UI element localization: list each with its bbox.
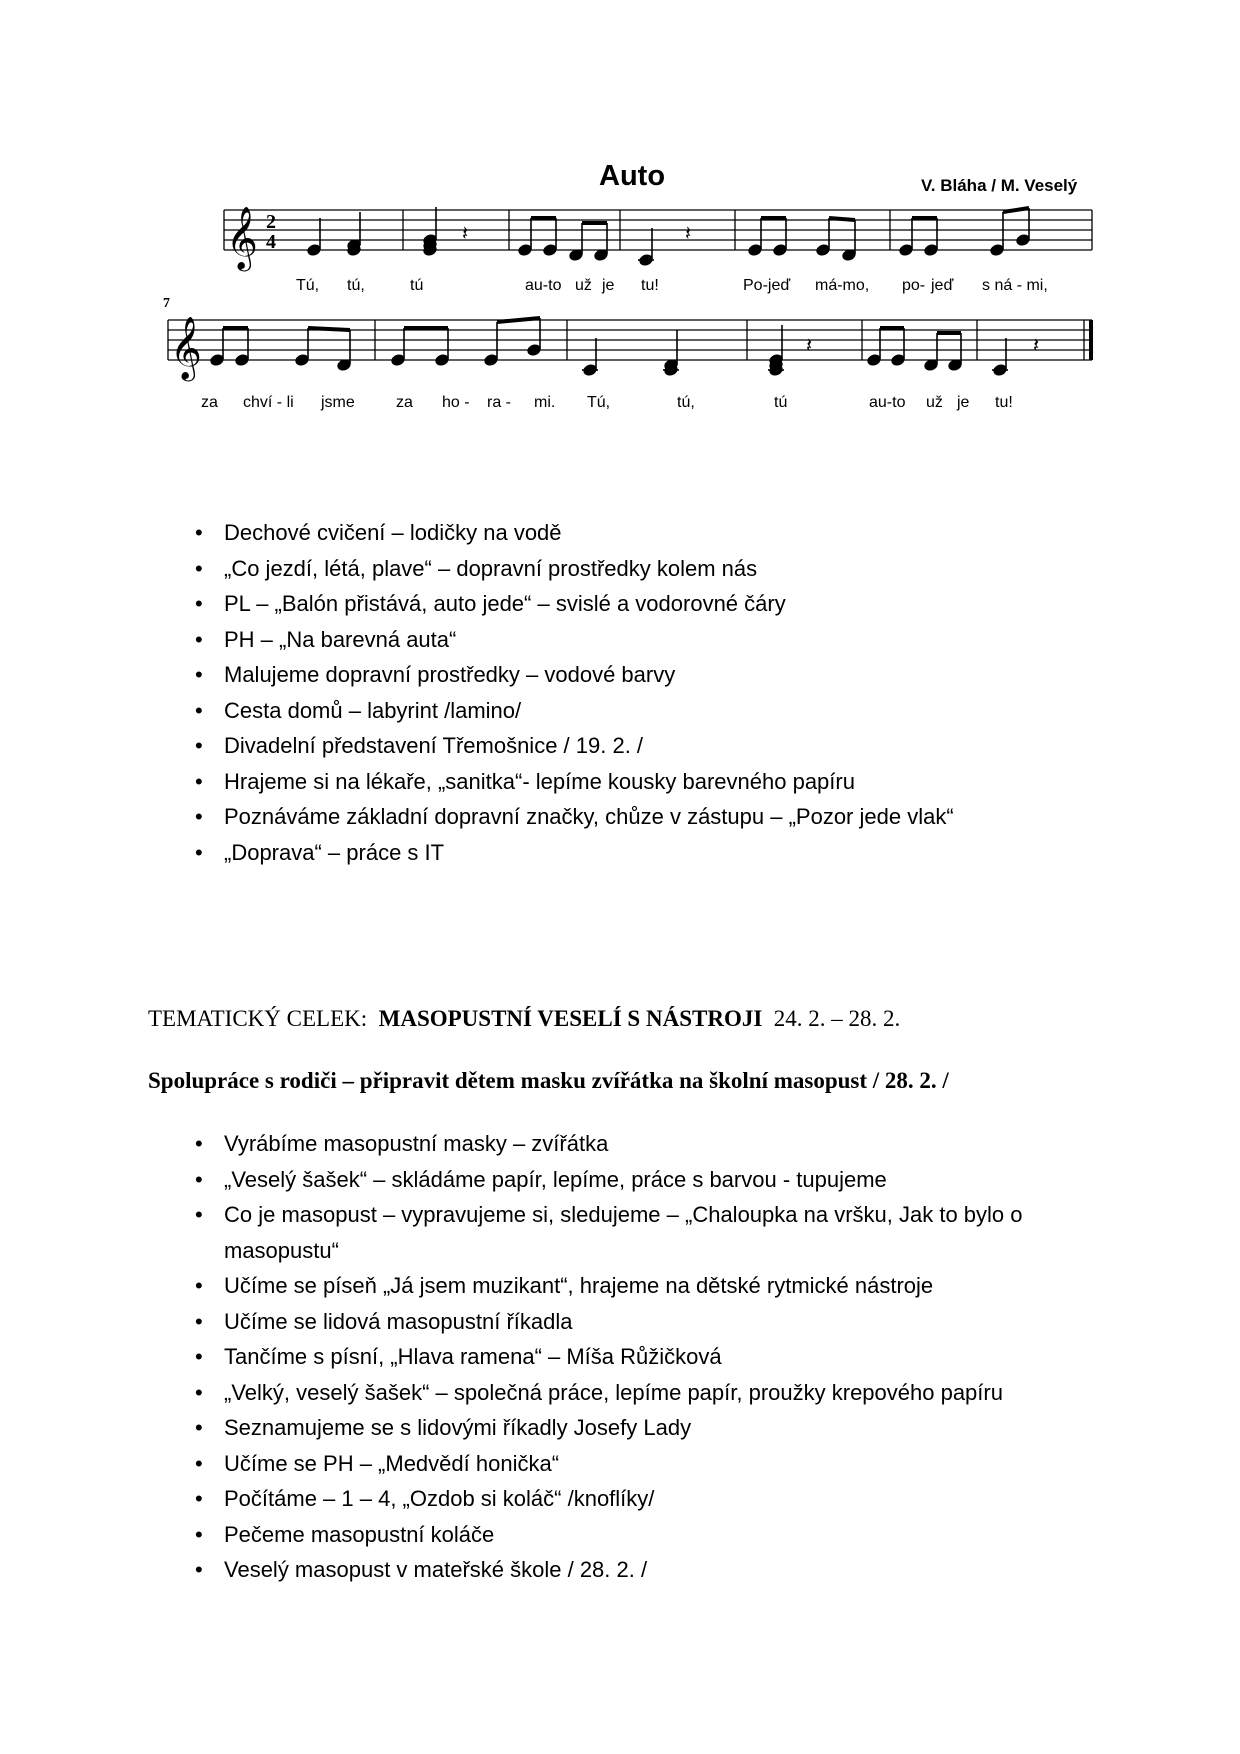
bullet-icon: • [195, 1166, 203, 1192]
lyric-syllable: au-to [869, 394, 906, 411]
staff-row-2 [168, 320, 1092, 360]
lyric-syllable: už [575, 277, 592, 294]
lyric-syllable: Po-jeď [743, 277, 791, 294]
lyric-syllable: chví - li [243, 394, 294, 411]
list-item-continuation: masopustu“ [224, 1237, 339, 1263]
theme-dates: 24. 2. – 28. 2. [773, 1006, 901, 1031]
list-item: • Počítáme – 1 – 4, „Ozdob si koláč“ /knoflíky/ [148, 1481, 1023, 1517]
time-signature: 2 [266, 211, 276, 233]
bullet-icon: • [195, 662, 203, 687]
bullet-icon: • [195, 1344, 203, 1369]
lyric-syllable: tú, [347, 277, 365, 294]
lyric-syllable: ra - [487, 394, 511, 411]
bullet-icon: • [195, 1557, 203, 1582]
lyric-syllable: Tú, [296, 277, 320, 294]
bullet-icon: • [195, 1521, 203, 1547]
lyric-syllable: jeď [931, 277, 954, 294]
svg-text:𝄽: 𝄽 [806, 333, 813, 357]
bullet-icon: • [195, 1202, 203, 1227]
lyric-syllable: tú, [677, 394, 695, 411]
lyric-syllable: ho - [442, 394, 470, 411]
theme-prefix: TEMATICKÝ CELEK: [148, 1006, 368, 1031]
bullet-icon: • [195, 839, 203, 865]
song-title: Auto [599, 160, 666, 192]
list-item: • Vyrábíme masopustní masky – zvířátka [148, 1126, 1023, 1162]
bullet-icon: • [195, 1273, 203, 1298]
lyric-syllable: mi. [534, 394, 556, 411]
bullet-icon: • [195, 626, 203, 652]
lyric-syllable: au-to [525, 277, 562, 294]
notes-row-2 [210, 318, 1039, 376]
svg-text:𝄽: 𝄽 [685, 221, 692, 245]
lyric-syllable: má-mo, [815, 277, 870, 294]
sheet-music [0, 0, 1240, 440]
bullet-icon: • [195, 768, 203, 794]
parent-cooperation: Spolupráce s rodiči – připravit dětem masku zvířátka na školní masopust / 28. 2. / [148, 1068, 949, 1093]
list-item: • Učíme se PH – „Medvědí honička“ [148, 1446, 1023, 1482]
lyric-syllable: tu! [995, 394, 1013, 411]
bullet-icon: • [195, 520, 203, 545]
lyric-syllable: tu! [641, 277, 659, 294]
lyric-syllable: je [957, 394, 970, 411]
activity-list-2 [148, 1126, 1023, 1588]
bullet-icon: • [195, 804, 203, 829]
theme-heading [148, 1006, 900, 1032]
bullet-icon: • [195, 591, 203, 616]
activity-list-1 [148, 515, 954, 870]
lyric-syllable: za [396, 394, 413, 411]
list-item: • PH – „Na barevná auta“ [148, 622, 954, 658]
bullet-icon: • [195, 1379, 203, 1405]
list-item: • Dechové cvičení – lodičky na vodě [148, 515, 954, 551]
list-item: • PL – „Balón přistává, auto jede“ – svislé a vodorovné čáry [148, 586, 954, 622]
list-item: • Učíme se píseň „Já jsem muzikant“, hrajeme na dětské rytmické nástroje [148, 1268, 1023, 1304]
list-item: • „Doprava“ – práce s IT [148, 835, 954, 871]
measure-number: 7 [163, 296, 170, 311]
lyric-syllable: tú [410, 277, 424, 294]
treble-clef-icon: 𝄞 [226, 206, 258, 269]
list-item: • „Velký, veselý šašek“ – společná práce, lepíme papír, proužky krepového papíru [148, 1375, 1023, 1411]
list-item: • „Veselý šašek“ – skládáme papír, lepíme, práce s barvou - tupujeme [148, 1162, 1023, 1198]
bullet-icon: • [195, 1131, 203, 1156]
list-item: • Poznáváme základní dopravní značky, chůze v zástupu – „Pozor jede vlak“ [148, 799, 954, 835]
svg-text:𝄽: 𝄽 [462, 221, 469, 245]
bullet-icon: • [195, 697, 203, 723]
list-item: • Cesta domů – labyrint /lamino/ [148, 693, 954, 729]
svg-text:𝄽: 𝄽 [1033, 333, 1040, 357]
lyric-syllable: už [926, 394, 943, 411]
list-item: • Hrajeme si na lékaře, „sanitka“- lepíme kousky barevného papíru [148, 764, 954, 800]
time-signature: 4 [266, 231, 276, 253]
lyric-syllable: tú [774, 394, 788, 411]
bullet-icon: • [195, 555, 203, 581]
bullet-icon: • [195, 1415, 203, 1440]
lyric-syllable: je [602, 277, 615, 294]
list-item: • Tančíme s písní, „Hlava ramena“ – Míša Růžičková [148, 1339, 1023, 1375]
list-item: • Divadelní představení Třemošnice / 19. 2. / [148, 728, 954, 764]
bullet-icon: • [195, 1450, 203, 1476]
theme-name: MASOPUSTNÍ VESELÍ S NÁSTROJI [378, 1006, 763, 1031]
lyric-syllable: po- [902, 277, 926, 294]
list-item: • „Co jezdí, létá, plave“ – dopravní prostředky kolem nás [148, 551, 954, 587]
lyric-syllable: Tú, [587, 394, 611, 411]
lyric-syllable: jsme [321, 394, 355, 411]
lyric-syllable: s ná - mi, [982, 277, 1048, 294]
list-item: • Pečeme masopustní koláče [148, 1517, 1023, 1553]
list-item: • Seznamujeme se s lidovými říkadly Josefy Lady [148, 1410, 1023, 1446]
composer: V. Bláha / M. Veselý [921, 176, 1078, 195]
treble-clef-icon: 𝄞 [170, 316, 202, 379]
bullet-icon: • [195, 733, 203, 758]
list-item: • Co je masopust – vypravujeme si, sledujeme – „Chaloupka na vršku, Jak to bylo o [148, 1197, 1023, 1233]
notes-row-1 [307, 207, 1030, 266]
bullet-icon: • [195, 1308, 203, 1334]
lyric-syllable: za [201, 394, 218, 411]
bullet-icon: • [195, 1486, 203, 1511]
list-item: • Učíme se lidová masopustní říkadla [148, 1304, 1023, 1340]
list-item: • Veselý masopust v mateřské škole / 28. 2. / [148, 1552, 1023, 1588]
list-item: • Malujeme dopravní prostředky – vodové barvy [148, 657, 954, 693]
